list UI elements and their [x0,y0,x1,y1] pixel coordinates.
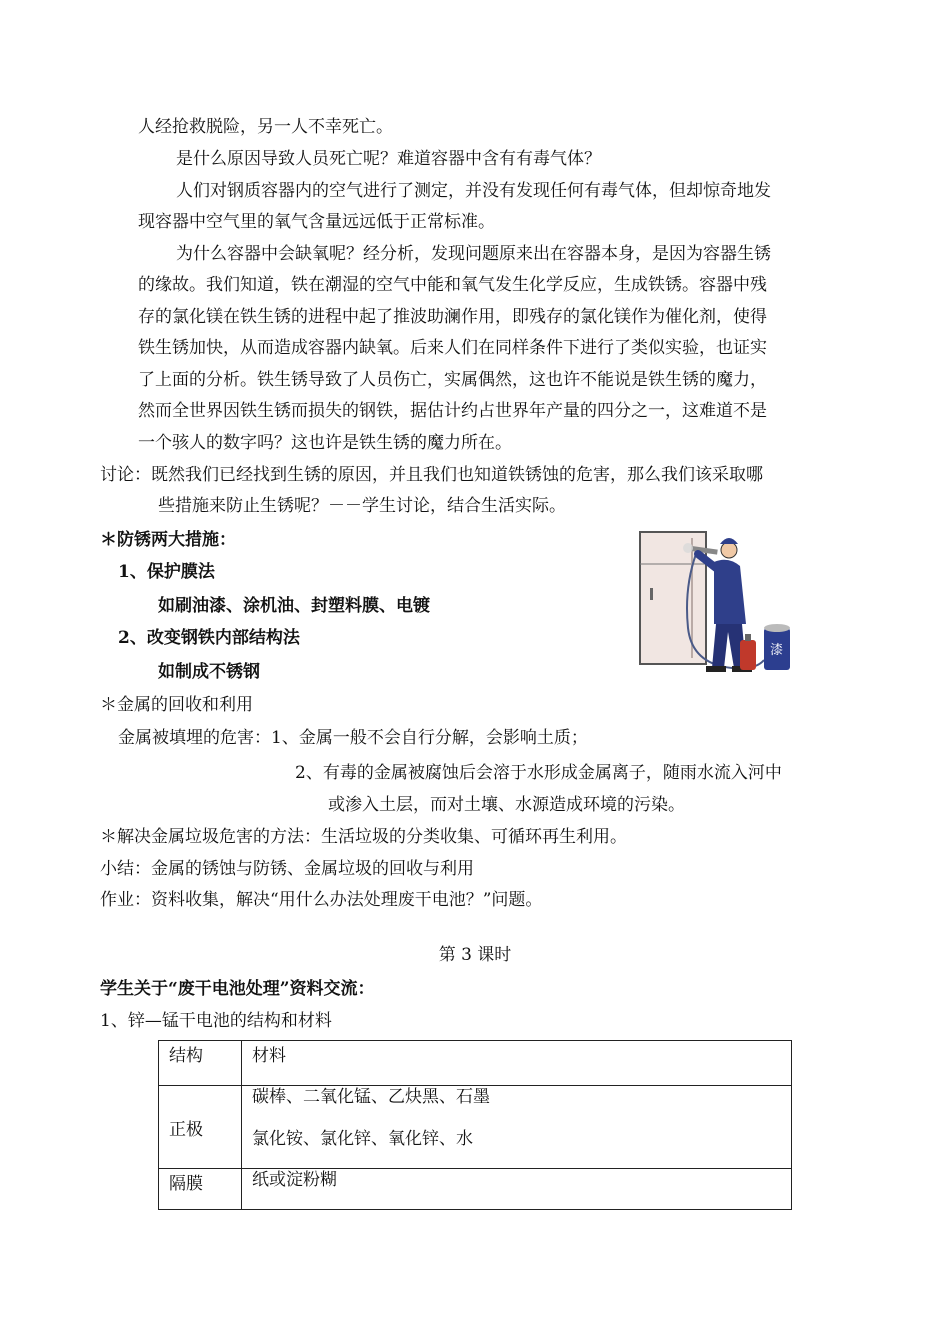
paragraph-line: 一个骇人的数字吗？这也许是铁生锈的魔力所在。 [138,433,512,453]
materials-line: 纸或淀粉糊 [252,1170,337,1190]
battery-structure-table [158,1040,792,1210]
solution-line: ＊解决金属垃圾危害的方法：生活垃圾的分类收集、可循环再生利用。 [100,827,627,847]
summary-line: 小结：金属的锈蚀与防锈、金属垃圾的回收与利用 [100,859,474,879]
discussion-line: 讨论：既然我们已经找到生锈的原因，并且我们也知道铁锈蚀的危害，那么我们该采取哪 [100,465,763,485]
paragraph-line: 为什么容器中会缺氧呢？经分析，发现问题原来出在容器本身，是因为容器生锈 [176,244,771,264]
lesson-heading: 学生关于“废干电池处理”资料交流： [100,979,375,999]
method-example: 如刷油漆、涂机油、封塑料膜、电镀 [158,596,430,616]
table-row [159,1169,792,1210]
table-cell-materials [242,1086,792,1169]
table-cell-materials [242,1169,792,1210]
table-header-cell: 材料 [242,1041,792,1086]
discussion-line: 些措施来防止生锈呢？－－学生讨论，结合生活实际。 [158,496,566,516]
paragraph-line: 现容器中空气里的氧气含量远远低于正常标准。 [138,212,495,232]
table-header-row [159,1041,792,1086]
paragraph-line: 铁生锈加快，从而造成容器内缺氧。后来人们在同样条件下进行了类似实验，也证实 [138,338,767,358]
paragraph-line: 人经抢救脱险，另一人不幸死亡。 [138,117,393,137]
painting-worker-illustration [636,528,794,680]
method-example: 如制成不锈钢 [158,662,260,682]
rust-prevention-heading: ＊防锈两大措施： [100,530,236,550]
method-change-structure: 2、改变钢铁内部结构法 [118,628,300,648]
lesson-title: 第 3 课时 [438,945,512,965]
table-header-cell: 结构 [159,1041,242,1086]
paragraph-line: 人们对钢质容器内的空气进行了测定，并没有发现任何有毒气体，但却惊奇地发 [176,181,771,201]
paragraph-line: 是什么原因导致人员死亡呢？难道容器中含有有毒气体？ [176,149,601,169]
recycle-heading: ＊金属的回收和利用 [100,695,253,715]
table-cell-structure: 隔膜 [159,1169,242,1210]
table-row [159,1086,792,1169]
paragraph-line: 了上面的分析。铁生锈导致了人员伤亡，实属偶然，这也许不能说是铁生锈的魔力， [138,370,767,390]
paragraph-line: 然而全世界因铁生锈而损失的钢铁，据估计约占世界年产量的四分之一，这难道不是 [138,401,767,421]
hazard-line: 金属被填埋的危害：1、金属一般不会自行分解，会影响土质； [118,728,588,748]
paint-can-label: 漆 [770,643,784,658]
materials-line: 氯化铵、氯化锌、氧化锌、水 [252,1129,473,1149]
hazard-line: 2、有毒的金属被腐蚀后会溶于水形成金属离子，随雨水流入河中 [295,763,782,783]
table-cell-structure: 正极 [159,1086,242,1169]
paragraph-line: 的缘故。我们知道，铁在潮湿的空气中能和氧气发生化学反应，生成铁锈。容器中残 [138,275,767,295]
hazard-line: 或渗入土层，而对土壤、水源造成环境的污染。 [328,795,685,815]
table-caption: 1、锌—锰干电池的结构和材料 [100,1011,332,1031]
paragraph-line: 存的氯化镁在铁生锈的进程中起了推波助澜作用，即残存的氯化镁作为催化剂，使得 [138,307,767,327]
homework-line: 作业：资料收集，解决“用什么办法处理废干电池？”问题。 [100,890,543,910]
materials-line: 碳棒、二氧化锰、乙炔黑、石墨 [252,1087,490,1107]
method-protective-film: 1、保护膜法 [118,562,215,582]
